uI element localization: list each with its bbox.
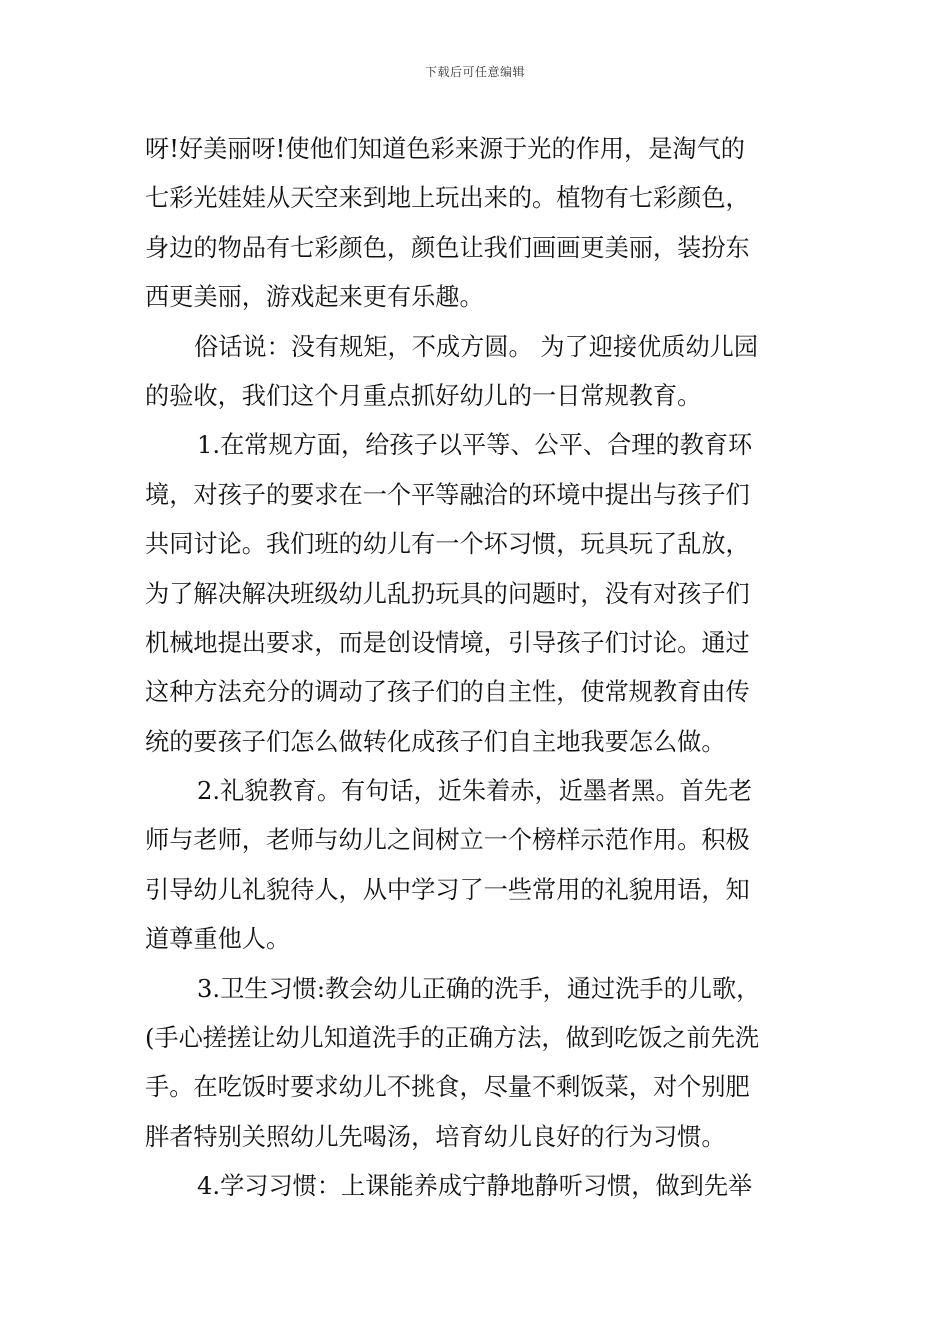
page-header: 下载后可任意编辑 — [424, 65, 525, 79]
text-line: 为了解决解决班级幼儿乱扔玩具的问题时，没有对孩子们 — [145, 579, 750, 608]
numbered-item-4: 4.学习习惯：上课能养成宁静地静听习惯，做到先举 — [197, 1172, 753, 1201]
text-line: 胖者特别关照幼儿先喝汤，培育幼儿良好的行为习惯。 — [145, 1122, 726, 1151]
text-line: 西更美丽，游戏起来更有乐趣。 — [145, 283, 484, 312]
text-line: 引导幼儿礼貌待人，从中学习了一些常用的礼貌用语，知 — [145, 875, 750, 904]
text-line: 统的要孩子们怎么做转化成孩子们自主地我要怎么做。 — [145, 727, 726, 756]
text-line: 师与老师，老师与幼儿之间树立一个榜样示范作用。积极 — [145, 826, 750, 855]
text-line: 这种方法充分的调动了孩子们的自主性，使常规教育由传 — [145, 678, 750, 707]
text-line: 手。在吃饭时要求幼儿不挑食，尽量不剩饭菜，对个别肥 — [145, 1073, 750, 1102]
text-line: 共同讨论。我们班的幼儿有一个坏习惯，玩具玩了乱放， — [145, 530, 750, 559]
text-line: 呀!好美丽呀!使他们知道色彩来源于光的作用，是淘气的 — [145, 135, 745, 163]
text-line: 境，对孩子的要求在一个平等融洽的环境中提出与孩子们 — [145, 480, 750, 509]
document-body — [145, 125, 805, 1212]
text-line: (手心搓搓让幼儿知道洗手的正确方法，做到吃饭之前先洗 — [145, 1024, 760, 1053]
text-line: 的验收，我们这个月重点抓好幼儿的一日常规教育。 — [145, 381, 702, 410]
text-line: 机械地提出要求，而是创设情境，引导孩子们讨论。通过 — [145, 628, 750, 657]
paragraph-first-line: 俗话说：没有规矩，不成方圆。 为了迎接优质幼儿园 — [194, 332, 759, 361]
numbered-item-3: 3.卫生习惯:教会幼儿正确的洗手，通过洗手的儿歌， — [197, 974, 761, 1003]
text-line: 道尊重他人。 — [145, 925, 291, 954]
text-line: 七彩光娃娃从天空来到地上玩出来的。植物有七彩颜色， — [145, 184, 750, 213]
numbered-item-2: 2.礼貌教育。有句话，近朱着赤，近墨者黑。首先老 — [197, 777, 753, 806]
numbered-item-1: 1.在常规方面，给孩子以平等、公平、合理的教育环 — [197, 431, 753, 460]
text-line: 身边的物品有七彩颜色，颜色让我们画画更美丽，装扮东 — [145, 233, 750, 262]
